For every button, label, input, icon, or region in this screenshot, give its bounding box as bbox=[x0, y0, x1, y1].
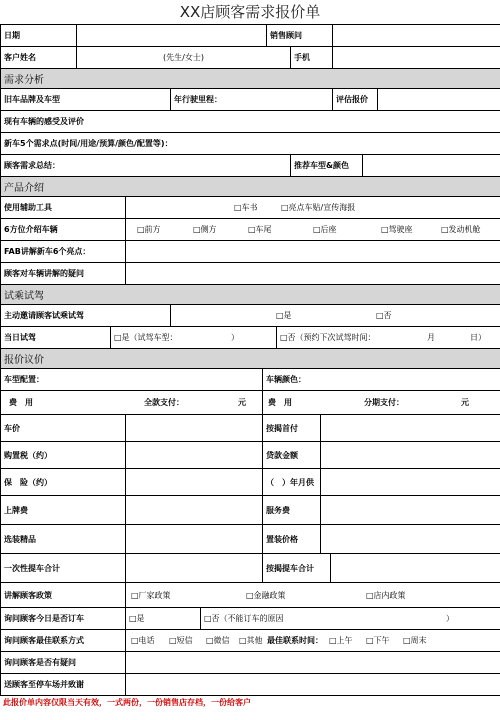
customer-name-label: 客户姓名 bbox=[1, 47, 77, 68]
appraisal-price-label: 评估报价 bbox=[333, 89, 378, 110]
purchase-tax-label: 购置税（约） bbox=[1, 442, 126, 468]
section-header bbox=[1, 69, 500, 89]
checkbox-factory-policy[interactable]: □厂家政策 bbox=[131, 590, 171, 600]
table-row bbox=[1, 525, 500, 554]
checkbox-store-policy[interactable]: □店内政策 bbox=[366, 590, 406, 600]
day-text: 日） bbox=[470, 333, 486, 342]
checkbox-posters[interactable]: □亮点车贴/宣传海报 bbox=[281, 203, 356, 212]
table-row bbox=[1, 415, 500, 442]
order-no-cell bbox=[201, 608, 500, 629]
same-day-no-cell bbox=[277, 327, 500, 348]
tools-label: 使用辅助工具 bbox=[1, 197, 126, 218]
accessories-field[interactable] bbox=[126, 525, 263, 553]
six-way-options bbox=[126, 219, 500, 240]
purchase-tax-field[interactable] bbox=[126, 442, 263, 468]
date-label: 日期 bbox=[1, 25, 77, 46]
loan-amount-field[interactable] bbox=[321, 442, 500, 468]
date-field[interactable] bbox=[77, 25, 267, 46]
full-yuan: 元 bbox=[238, 398, 246, 407]
checkbox-car-book[interactable]: □车书 bbox=[234, 203, 258, 212]
one-time-total-label: 一次性提车合计 bbox=[1, 554, 126, 582]
mortgage-total-field[interactable] bbox=[331, 554, 500, 582]
car-price-label: 车价 bbox=[1, 415, 126, 441]
form-table bbox=[0, 24, 500, 696]
table-row bbox=[1, 25, 500, 47]
appraisal-price-field[interactable] bbox=[378, 89, 500, 110]
checkbox-phone-call[interactable]: □电话 bbox=[131, 636, 155, 645]
config-label: 车型配置： bbox=[1, 369, 263, 390]
consultant-label: 销售顾问 bbox=[267, 25, 333, 46]
other-questions-label: 询问顾客是否有疑问 bbox=[1, 652, 126, 673]
checkbox-other[interactable]: □其他 bbox=[239, 636, 263, 645]
experience-label: 现有车辆的感受及评价 bbox=[4, 117, 84, 126]
installment-yuan: 元 bbox=[461, 398, 469, 407]
page-title: XX店顾客需求报价单 bbox=[179, 3, 321, 21]
checkbox-side[interactable]: □侧方 bbox=[193, 225, 217, 234]
checkbox-morning[interactable]: □上午 bbox=[329, 636, 353, 645]
checkbox-invite-yes[interactable]: □是 bbox=[276, 311, 292, 320]
table-row bbox=[1, 241, 500, 263]
table-row bbox=[1, 391, 500, 415]
service-fee-field[interactable] bbox=[321, 496, 500, 524]
checkbox-back-seat[interactable]: □后座 bbox=[313, 225, 337, 234]
table-row bbox=[1, 674, 500, 696]
insurance-label: 保 险（约） bbox=[1, 469, 126, 495]
accessories-label: 选装精品 bbox=[1, 525, 126, 553]
service-fee-label: 服务费 bbox=[263, 496, 321, 524]
section-header bbox=[1, 177, 500, 197]
checkbox-rear[interactable]: □车尾 bbox=[248, 225, 272, 234]
mortgage-price-label: 置装价格 bbox=[263, 525, 321, 553]
mortgage-price-field[interactable] bbox=[321, 525, 500, 553]
checkbox-same-day-no[interactable]: □否（预约下次试驾时间： bbox=[280, 333, 376, 342]
monthly-payment-label: （ ）年月供 bbox=[263, 469, 321, 495]
car-price-field[interactable] bbox=[126, 415, 263, 441]
section-needs: 需求分析 bbox=[4, 75, 44, 86]
annual-mileage-label: 年行驶里程： bbox=[171, 89, 333, 110]
table-row bbox=[1, 496, 500, 525]
old-brand-label: 旧车品牌及车型 bbox=[1, 89, 171, 110]
mortgage-total-label: 按揭提车合计 bbox=[263, 554, 331, 582]
checkbox-wechat[interactable]: □微信 bbox=[206, 636, 230, 645]
fab-label: FAB讲解新车6个亮点： bbox=[1, 241, 126, 262]
table-row bbox=[1, 327, 500, 349]
table-row bbox=[1, 630, 500, 652]
checkbox-invite-no[interactable]: □否 bbox=[376, 311, 392, 320]
section-header bbox=[1, 285, 500, 305]
checkbox-order-no[interactable]: □否（不能订车的原因 bbox=[204, 614, 284, 623]
table-row bbox=[1, 442, 500, 469]
other-questions-field[interactable] bbox=[126, 652, 500, 673]
invite-options bbox=[171, 305, 500, 326]
questions-label: 顾客对车辆讲解的疑问 bbox=[1, 263, 126, 284]
send-off-field[interactable] bbox=[126, 674, 500, 695]
table-row bbox=[1, 133, 500, 155]
phone-field[interactable] bbox=[333, 47, 500, 68]
one-time-total-field[interactable] bbox=[126, 554, 263, 582]
checkbox-engine-bay[interactable]: □发动机舱 bbox=[441, 225, 481, 234]
checkbox-afternoon[interactable]: □下午 bbox=[366, 636, 390, 645]
order-no-close: ） bbox=[446, 614, 454, 623]
installment-fee-cell bbox=[263, 391, 500, 414]
section-test-drive: 试乘试驾 bbox=[4, 291, 44, 302]
order-today-label: 询问顾客今日是否订车 bbox=[1, 608, 126, 629]
checkbox-sms[interactable]: □短信 bbox=[169, 636, 193, 645]
color-label: 车辆颜色： bbox=[266, 375, 306, 384]
footer-note: 此报价单内容仅限当天有效，一式两份，一份销售店存档，一份给客户 bbox=[3, 698, 251, 707]
full-payment-label: 全款支付： bbox=[144, 398, 184, 407]
policy-label: 讲解顾客政策 bbox=[1, 583, 126, 607]
table-row bbox=[1, 608, 500, 630]
month-text: 月 bbox=[427, 333, 435, 342]
fee-label: 费 用 bbox=[268, 398, 292, 407]
installment-label: 分期支付： bbox=[364, 398, 404, 407]
monthly-payment-field[interactable] bbox=[321, 469, 500, 495]
table-row bbox=[1, 197, 500, 219]
phone-label: 手机 bbox=[291, 47, 333, 68]
tools-options bbox=[126, 197, 500, 218]
section-product: 产品介绍 bbox=[4, 183, 44, 194]
table-row bbox=[1, 263, 500, 285]
best-time-label: 最佳联系时间： bbox=[267, 636, 323, 645]
order-yes-cell bbox=[126, 608, 201, 629]
send-off-label: 送顾客至停车场并致谢 bbox=[1, 674, 126, 695]
six-way-label: 6方位介绍车辆 bbox=[1, 219, 126, 240]
table-row bbox=[1, 469, 500, 496]
fee-label: 费 用 bbox=[9, 398, 33, 407]
insurance-field[interactable] bbox=[126, 469, 263, 495]
table-row bbox=[1, 47, 500, 69]
checkbox-order-yes[interactable]: □是 bbox=[129, 614, 145, 623]
invite-label: 主动邀请顾客试乘试驾 bbox=[1, 305, 171, 326]
full-fee-cell bbox=[1, 391, 263, 414]
recommended-field[interactable] bbox=[363, 155, 500, 176]
section-header bbox=[1, 349, 500, 369]
same-day-yes-close: ） bbox=[231, 333, 239, 342]
table-row bbox=[1, 155, 500, 177]
same-day-label: 当日试驾 bbox=[1, 327, 111, 348]
table-row bbox=[1, 554, 500, 583]
plate-fee-field[interactable] bbox=[126, 496, 263, 524]
checkbox-driver-seat[interactable]: □驾驶座 bbox=[381, 225, 413, 234]
summary-label: 顾客需求总结： bbox=[1, 155, 291, 176]
contact-method-label: 询问顾客最佳联系方式 bbox=[1, 630, 126, 651]
loan-amount-label: 贷款金额 bbox=[263, 442, 321, 468]
table-row bbox=[1, 219, 500, 241]
fab-field[interactable] bbox=[126, 241, 500, 262]
table-row bbox=[1, 583, 500, 608]
consultant-field[interactable] bbox=[333, 25, 500, 46]
checkbox-finance-policy[interactable]: □金融政策 bbox=[246, 590, 286, 600]
table-row bbox=[1, 111, 500, 133]
new-car-needs-label: 新车5个需求点(时间/用途/预算/颜色/配置等)： bbox=[4, 139, 173, 148]
plate-fee-label: 上牌费 bbox=[1, 496, 126, 524]
table-row bbox=[1, 652, 500, 674]
recommended-label: 推荐车型&颜色 bbox=[291, 155, 363, 176]
checkbox-same-day-yes[interactable]: □是（试驾车型： bbox=[114, 333, 178, 342]
table-row bbox=[1, 369, 500, 391]
down-payment-label: 按揭首付 bbox=[263, 415, 321, 441]
same-day-yes-cell bbox=[111, 327, 277, 348]
questions-field[interactable] bbox=[126, 263, 500, 284]
table-row bbox=[1, 89, 500, 111]
table-row bbox=[1, 305, 500, 327]
checkbox-weekend[interactable]: □周末 bbox=[403, 636, 427, 645]
gender-hint: (先生/女士) bbox=[163, 53, 204, 62]
down-payment-field[interactable] bbox=[321, 415, 500, 441]
section-pricing: 报价议价 bbox=[4, 355, 44, 366]
contact-options bbox=[126, 630, 500, 651]
customer-name-field[interactable] bbox=[77, 47, 291, 68]
checkbox-front[interactable]: □前方 bbox=[137, 225, 161, 234]
policy-options bbox=[126, 583, 500, 607]
